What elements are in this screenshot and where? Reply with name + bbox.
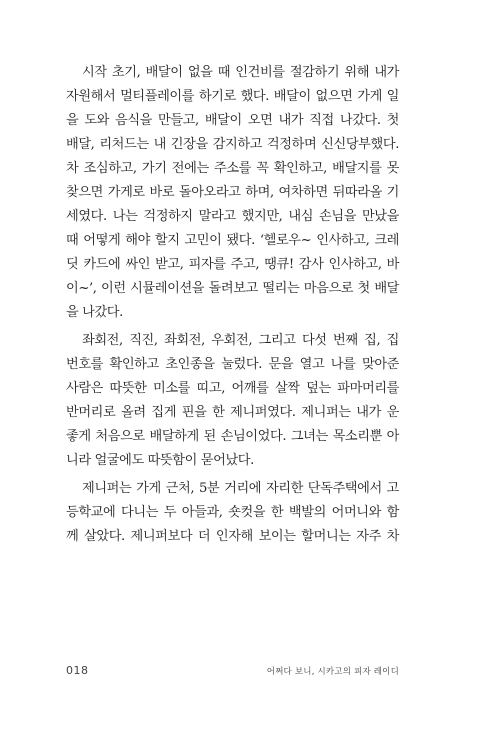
text-line: 반머리로 올려 집게 핀을 한 제니퍼였다. 제니퍼는 내가 운 — [66, 405, 399, 420]
text-line: 을 도와 음식을 만들고, 배달이 오면 내가 직접 나갔다. 첫 — [66, 113, 399, 128]
text-line: 세였다. 나는 걱정하지 말라고 했지만, 내심 손님을 만났을 — [66, 209, 399, 224]
running-title: 어쩌다 보니, 시카고의 피자 레이디 — [266, 667, 399, 677]
text-line: 사람은 따뜻한 미소를 띠고, 어깨를 살짝 덮는 파마머리를 — [66, 381, 399, 396]
paragraph — [66, 477, 399, 549]
paragraph — [66, 61, 399, 325]
text-line: 자원해서 멀티플레이를 하기로 했다. 배달이 없으면 가게 일 — [66, 89, 399, 104]
text-line: 번호를 확인하고 초인종을 눌렀다. 문을 열고 나를 맞아준 — [66, 357, 399, 372]
text-line: 시작 초기, 배달이 없을 때 인건비를 절감하기 위해 내가 — [82, 65, 399, 80]
text-line: 이~’, 이런 시뮬레이션을 돌려보고 떨리는 마음으로 첫 배달 — [66, 281, 399, 296]
text-line: 차 조심하고, 가기 전에는 주소를 꼭 확인하고, 배달지를 못 — [66, 161, 399, 176]
text-line: 때 어떻게 해야 할지 고민이 됐다. ‘헬로우~ 인사하고, 크레 — [66, 233, 399, 248]
text-line: 배달, 리처드는 내 긴장을 감지하고 걱정하며 신신당부했다. — [66, 137, 399, 152]
text-line: 좌회전, 직진, 좌회전, 우회전, 그리고 다섯 번째 집, 집 — [82, 333, 399, 348]
page-number: 018 — [66, 664, 89, 677]
page-footer — [66, 664, 399, 680]
text-line: 딧 카드에 싸인 받고, 피자를 주고, 땡큐! 감사 인사하고, 바 — [66, 257, 399, 272]
text-line: 좋게 처음으로 배달하게 된 손님이었다. 그녀는 목소리뿐 아 — [66, 429, 399, 444]
text-line: 니라 얼굴에도 따뜻함이 묻어났다. — [66, 453, 254, 468]
body-text — [66, 61, 399, 549]
text-line: 제니퍼는 가게 근처, 5분 거리에 자리한 단독주택에서 고 — [82, 481, 399, 496]
paragraph — [66, 329, 399, 473]
text-line: 등학교에 다니는 두 아들과, 숏컷을 한 백발의 어머니와 함 — [66, 505, 399, 520]
text-line: 을 나갔다. — [66, 305, 123, 320]
text-line: 찾으면 가게로 바로 돌아오라고 하며, 여차하면 뒤따라올 기 — [66, 185, 399, 200]
text-line: 께 살았다. 제니퍼보다 더 인자해 보이는 할머니는 자주 차 — [66, 529, 399, 544]
